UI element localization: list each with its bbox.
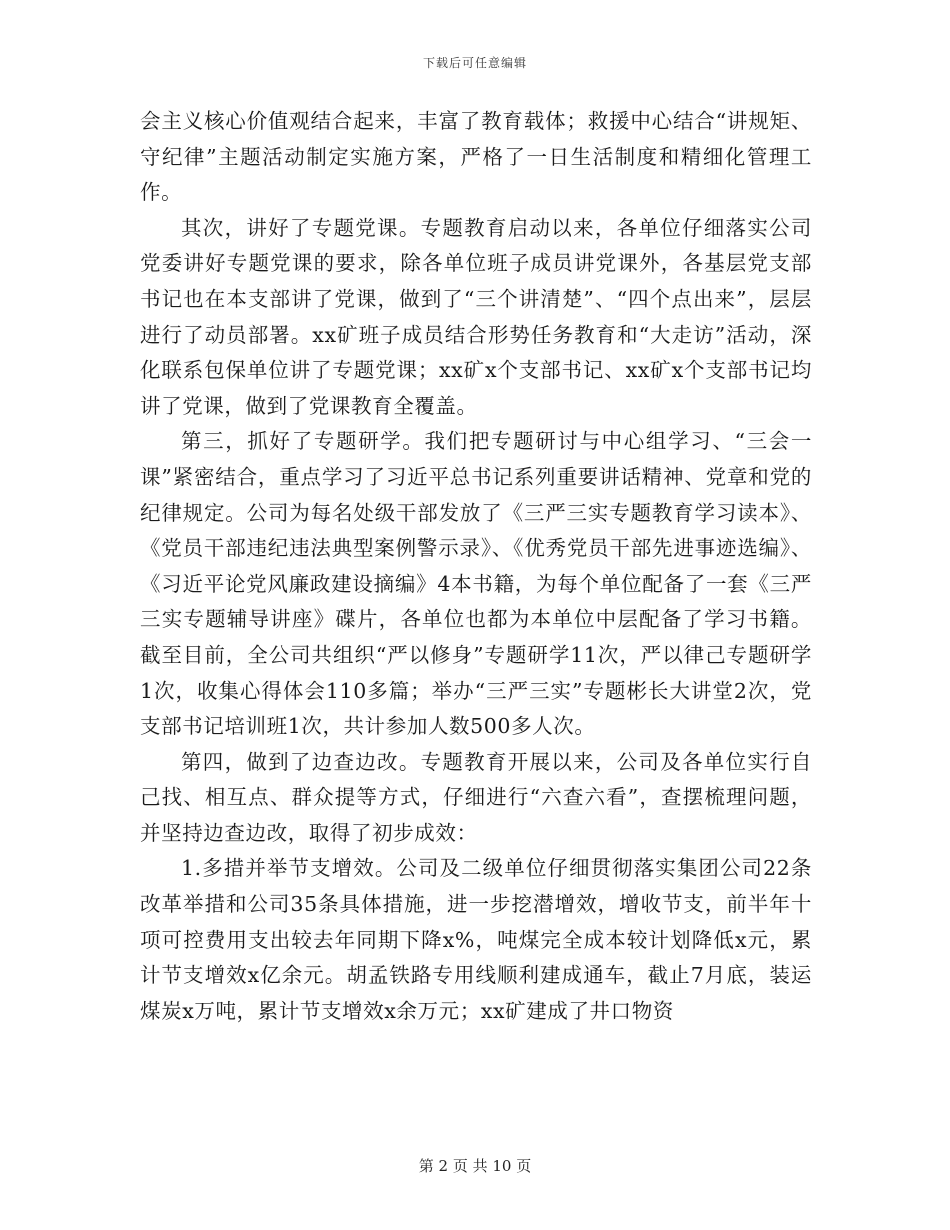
- paragraph-rectification: 第四，做到了边查边改。专题教育开展以来，公司及各单位实行自己找、相互点、群众提等方式，仔细进行“六查六看”，查摆梳理问题，并坚持边查边改，取得了初步成效：: [140, 749, 812, 845]
- paragraph-party-lessons: 其次，讲好了专题党课。专题教育启动以来，各单位仔细落实公司党委讲好专题党课的要求，除各单位班子成员讲党课外，各基层党支部书记也在本支部讲了党课，做到了“三个讲清楚”、“四个点出来”，层层进行了动员部署。xx矿班子成员结合形势任务教育和“大走访”活动，深化联系包保单位讲了专题党课；xx矿x个支部书记、xx矿x个支部书记均讲了党课，做到了党课教育全覆盖。: [140, 215, 812, 418]
- paragraph-study: 第三，抓好了专题研学。我们把专题研讨与中心组学习、“三会一课”紧密结合，重点学习了习近平总书记系列重要讲话精神、党章和党的纪律规定。公司为每名处级干部发放了《三严三实专题教育学习读本》、《党员干部违纪违法典型案例警示录》、《优秀党员干部先进事迹选编》、《习近平论党风廉政建设摘编》4本书籍，为每个单位配备了一套《三严三实专题辅导讲座》碟片，各单位也都为本单位中层配备了学习书籍。截至目前，全公司共组织“严以修身”专题研学11次，严以律己专题研学1次，收集心得体会110多篇；举办“三严三实”专题彬长大讲堂2次，党支部书记培训班1次，共计参加人数500多人次。: [140, 429, 812, 739]
- paragraph-cost-savings: 1.多措并举节支增效。公司及二级单位仔细贯彻落实集团公司22条改革举措和公司35条具体措施，进一步挖潜增效，增收节支，前半年十项可控费用支出较去年同期下降x%，吨煤完全成本较计划降低x元，累计节支增效x亿余元。胡孟铁路专用线顺利建成通车，截止7月底，装运煤炭x万吨，累计节支增效x余万元；xx矿建成了井口物资: [140, 856, 812, 1023]
- page-header: 下载后可任意编辑: [422, 56, 527, 70]
- paragraph-continuation: 会主义核心价值观结合起来，丰富了教育载体；救援中心结合“讲规矩、守纪律”主题活动制定实施方案，严格了一日生活制度和精细化管理工作。: [140, 109, 812, 205]
- page-number: 第 2 页 共 10 页: [418, 1157, 532, 1175]
- document-body: [140, 104, 812, 1029]
